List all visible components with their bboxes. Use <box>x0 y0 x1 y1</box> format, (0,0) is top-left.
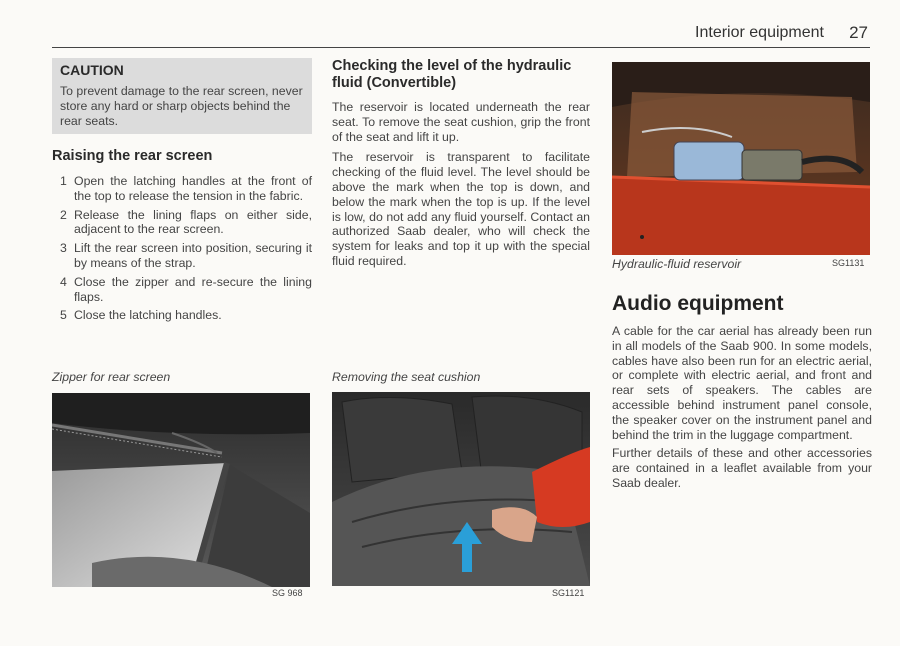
audio-para-1: A cable for the car aerial has already been run in all models of the Saab 900. In some models, cables have also been run for an electric aerial, or complete with electric aerial, and front and rear sets of speakers. The cables are accessible behind instrument panel console, the speaker cover on the instrument panel and behind the trim in the luggage compartment. <box>612 324 872 442</box>
hydraulic-title: Checking the level of the hydraulic fluid (Convertible) <box>332 58 572 91</box>
seat-code: SG1121 <box>552 588 585 598</box>
list-item <box>52 174 312 204</box>
page-number: 27 <box>849 23 868 42</box>
raising-title: Raising the rear screen <box>52 148 213 164</box>
audio-body <box>612 324 872 495</box>
reservoir-code: SG1131 <box>832 258 865 268</box>
hydraulic-para-1: The reservoir is located underneath the rear seat. To remove the seat cushion, grip the front of the seat and lift it up. <box>332 100 590 144</box>
column-left <box>52 58 312 327</box>
step-number: 4 <box>60 274 67 289</box>
chapter-title: Interior equipment <box>695 24 824 41</box>
step-text: Close the latching handles. <box>74 308 222 323</box>
step-number: 5 <box>60 308 67 323</box>
step-text: Lift the rear screen into position, securing it by means of the strap. <box>74 241 312 270</box>
raising-steps <box>52 174 312 323</box>
zipper-caption: Zipper for rear screen <box>52 370 171 384</box>
zipper-photo <box>52 393 310 587</box>
audio-para-2: Further details of these and other accessories are contained in a leaflet available from your Saab dealer. <box>612 446 872 490</box>
zipper-code: SG 968 <box>272 588 303 598</box>
step-number: 2 <box>60 207 67 222</box>
list-item <box>52 275 312 305</box>
reservoir-photo <box>612 62 870 255</box>
list-item <box>52 208 312 238</box>
step-text: Open the latching handles at the front of the top to release the tension in the fabric. <box>74 174 312 203</box>
column-middle <box>332 58 590 269</box>
seat-caption: Removing the seat cushion <box>332 370 481 384</box>
seat-photo <box>332 392 590 586</box>
caution-title: CAUTION <box>60 62 124 78</box>
step-number: 1 <box>60 174 67 188</box>
step-number: 3 <box>60 241 67 256</box>
audio-title: Audio equipment <box>612 292 784 315</box>
step-text: Release the lining flaps on either side, adjacent to the rear screen. <box>74 207 312 237</box>
page-header <box>52 18 870 48</box>
caution-box <box>52 58 312 134</box>
hydraulic-para-2: The reservoir is transparent to facilitate checking of the fluid level. The level should be above the mark when the top is down, and below the mark when the top is up. If the level is low, do not add any fluid yourself. Contact an authorized Saab dealer, who will check the system for leaks and top it up with the special fluid required. <box>332 150 590 268</box>
list-item <box>52 241 312 271</box>
step-text: Close the zipper and re-secure the lining flaps. <box>74 274 312 304</box>
list-item <box>52 308 312 323</box>
reservoir-caption: Hydraulic-fluid reservoir <box>612 257 742 271</box>
caution-text: To prevent damage to the rear screen, never store any hard or sharp objects behind the rear seats. <box>60 84 303 128</box>
